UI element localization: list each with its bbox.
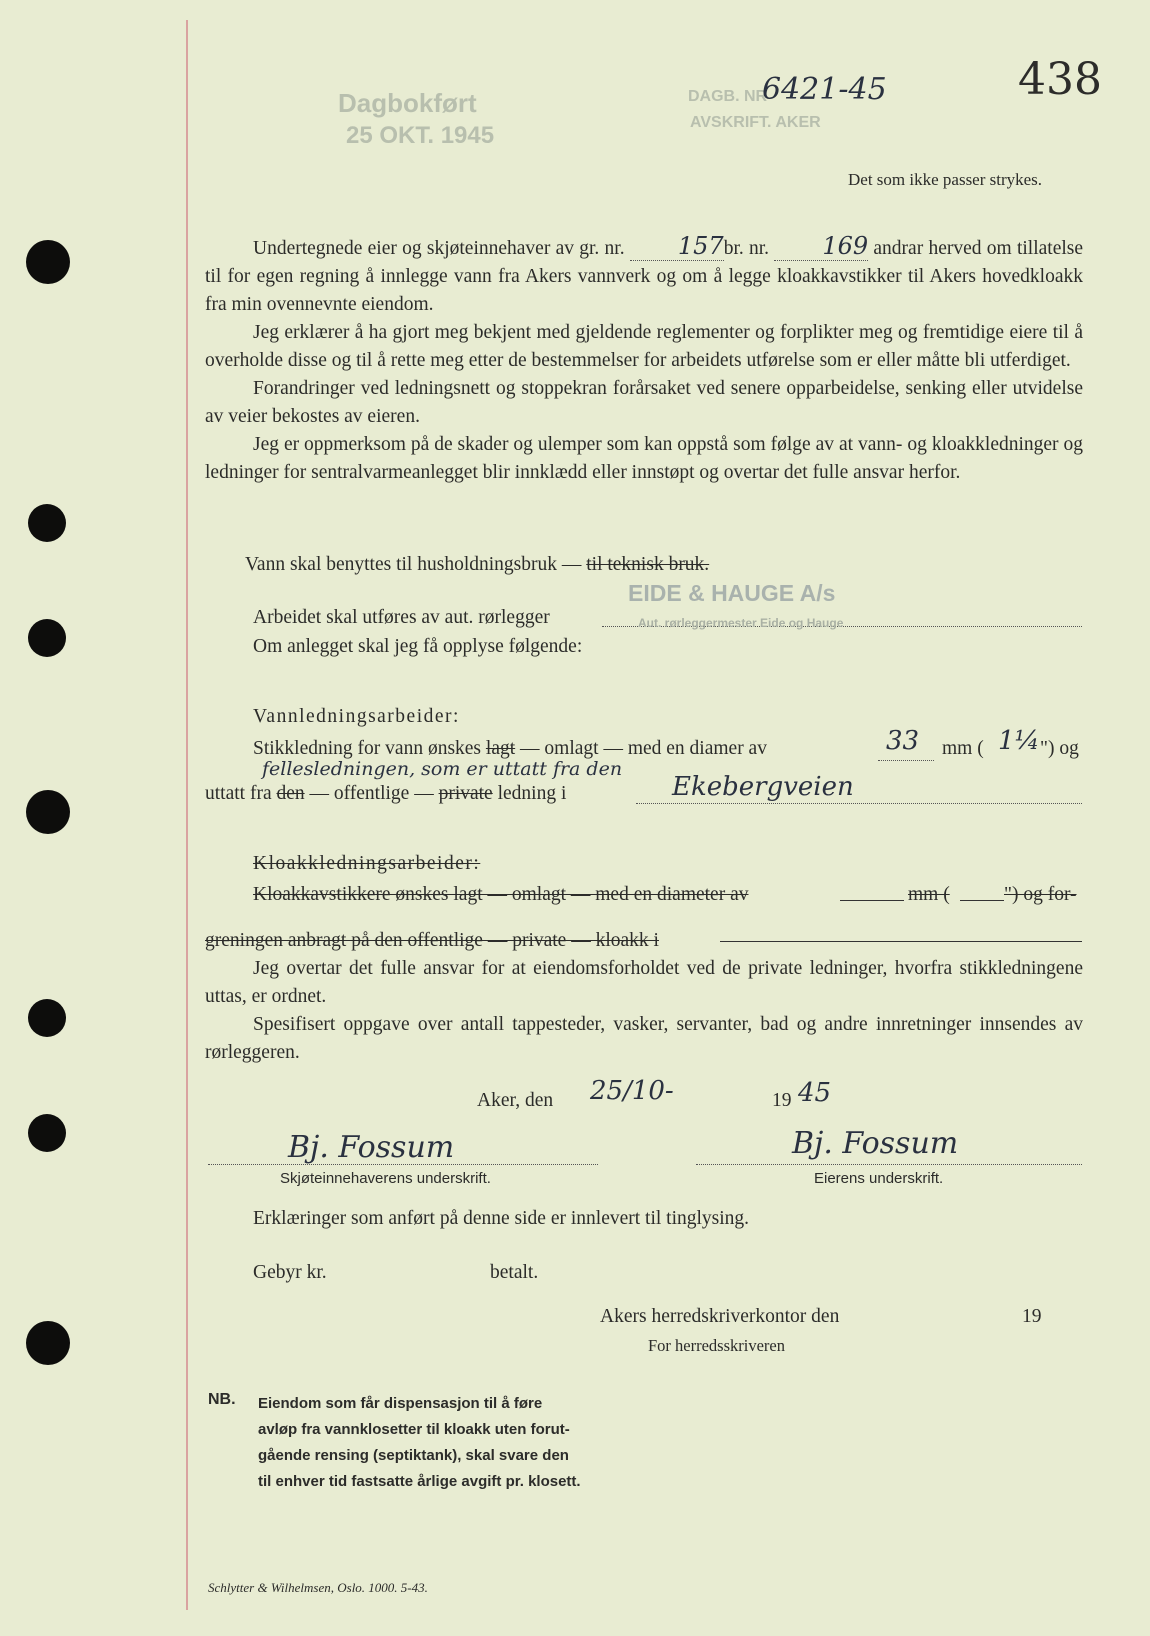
dagb-nr-label: DAGB. NR [688,88,768,105]
left-signature-label: Skjøteinnehaverens underskrift. [280,1170,491,1187]
sewer-line-1: Kloakkavstikkere ønskes lagt — omlagt — med en diameter av [253,884,749,905]
usage-struck: til teknisk bruk. [586,554,710,575]
owner-signature: Bj. Fossum [792,1126,959,1161]
sewer-line-2: greningen anbragt på den offentlige — private — kloakk i [205,930,659,951]
usage-line: Vann skal benyttes til husholdningsbruk — til teknisk bruk. [245,554,710,575]
work-info: Om anlegget skal jeg få opplyse følgende: [253,636,583,657]
fee-label: Gebyr kr. [253,1262,327,1283]
signature-line-right [696,1164,1082,1165]
fee-paid: betalt. [490,1262,539,1283]
diameter-inch: 1¼ [998,726,1040,756]
br-nr-value: 169 [774,232,868,261]
handwritten-addition: fellesledningen, som er uttatt fra den [262,758,623,780]
declaration-line: Erklæringer som anført på denne side er innlevert til tinglysing. [253,1208,750,1229]
contractor-stamp: EIDE & HAUGE A/s [628,580,836,606]
punch-hole [26,790,70,834]
right-signature-label: Eierens underskrift. [814,1170,944,1187]
punch-hole [26,1321,70,1365]
owner-deed-signature: Bj. Fossum [288,1130,455,1165]
sewer-strike-fill [960,900,1004,901]
printer-imprint: Schlytter & Wilhelmsen, Oslo. 1000. 5-43. [208,1580,428,1595]
work-label: Arbeidet skal utføres av aut. rørlegger [253,607,550,628]
water-heading: Vannledningsarbeider: [253,706,460,727]
responsibility-paragraph-1: Jeg overtar det fulle ansvar for at eiendomsforholdet ved de private ledninger, hvorfra stikkledningene uttas, er ordnet. [205,958,1083,1007]
date-value: 25/10- [590,1076,674,1106]
dagbokfort-date: 25 OKT. 1945 [346,122,495,149]
sewer-strike-fill [720,941,1082,942]
intro-paragraph-4: Jeg er oppmerksom på de skader og ulemper som kan oppstå som følge av at vann- og kloakkledninger og ledninger for sentralvarmeanlegget blir innklædd eller innstøpt og overtar det fulle ansvar herfor. [205,434,1083,483]
punch-hole [28,999,66,1037]
mm-label: mm ( [942,738,984,759]
sewer-inch: ") og for- [1004,884,1077,905]
responsibility-paragraph-2: Spesifisert oppgave over antall tappesteder, vasker, servanter, bad og andre innretninger innsendes av rørleggeren. [205,1014,1083,1063]
intro-section [205,232,1083,487]
contractor-sub: Aut. rørleggermester Eide og Hauge [638,616,844,630]
responsibility-section [205,955,1083,1067]
dagbokfort-stamp: Dagbokført [338,88,477,118]
nb-text: Eiendom som får dispensasjon til å føre avløp fra vannklosetter til kloakk uten forut- gående rensing (septiktank), skal svare den til enhver tid fastsatte årlige avgift pr. klosett. [258,1395,581,1490]
intro-paragraph-2: Jeg erklærer å ha gjort meg bekjent med gjeldende reglementer og forplikter meg og fremtidige eiere til å overholde disse og til å rette meg etter de bestemmelser for arbeidets utførelse som er eller måtte bli utferdiget. [205,322,1083,371]
punch-hole [28,1114,66,1152]
intro-paragraph-1: Undertegnede eier og skjøteinnehaver av gr. nr. 157br. nr. 169 andrar herved om tillatelse til for egen regning å innlegge vann fra Akers vannverk og om å legge kloakkavstikker til Akers hovedkloakk fra min ovennevnte eiendom. [205,232,1084,315]
office-year: 19 [1022,1306,1042,1327]
year-suffix: 45 [798,1078,832,1108]
avskrift-stamp: AVSKRIFT. AKER [690,114,821,131]
street-dotted-line [636,803,1082,804]
year-prefix: 19 [772,1090,792,1111]
intro-paragraph-3: Forandringer ved ledningsnett og stoppekran forårsaket ved senere opparbeidelse, senking eller utvidelse av veier bekostes av eieren. [205,378,1083,427]
dagb-nr-value: 6421-45 [762,72,887,107]
office-line: Akers herredskriverkontor den [600,1306,840,1327]
nb-label: NB. [208,1391,236,1408]
punch-hole [28,619,66,657]
diameter-mm: 33 [886,726,920,756]
strike-note: Det som ikke passer strykes. [848,170,1043,189]
margin-line [186,20,188,1610]
date-place: Aker, den [477,1090,554,1111]
water-line-1: Stikkledning for vann ønskes lagt — omlagt — med en diamer av [253,738,767,759]
street-value: Ekebergveien [672,772,854,802]
water-line-2: uttatt fra den — offentlige — private ledning i [205,783,567,804]
page-number: 438 [1018,54,1102,105]
gr-nr-value: 157 [630,232,724,261]
sewer-strike-fill [840,900,904,901]
punch-hole [26,240,70,284]
inch-label: ") og [1040,738,1079,759]
office-for: For herredsskriveren [648,1336,785,1355]
dotted-fill [878,760,934,761]
punch-hole [28,504,66,542]
signature-line-left [208,1164,598,1165]
sewer-mm: mm ( [908,884,950,905]
sewer-heading: Kloakkledningsarbeider: [253,853,481,874]
